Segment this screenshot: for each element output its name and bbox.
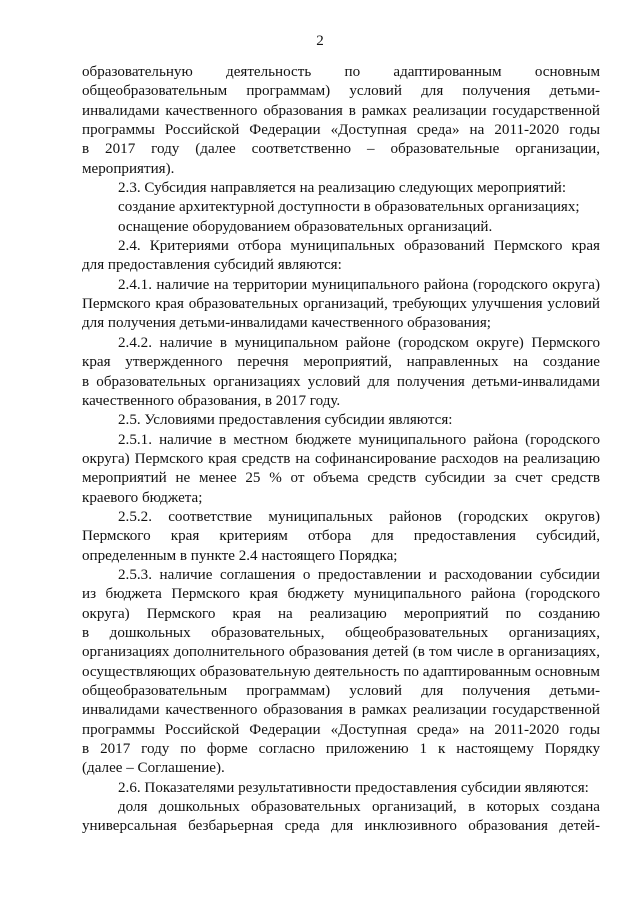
text-line: определенным в пункте 2.4 настоящего Порядка; [82,547,398,564]
text-line: оснащение оборудованием образовательных организаций. [118,218,493,235]
text-line: округа) Пермского края на реализацию мероприятий по созданию [82,605,600,622]
text-line: 2.5.1. наличие в местном бюджете муниципального района (городского [118,431,600,448]
text-line: мероприятия). [82,160,175,177]
text-line: 2.4.1. наличие на территории муниципального района (городского округа) [118,276,600,293]
text-line: качественного образования, в 2017 году. [82,392,341,409]
text-line: 2.5.3. наличие соглашения о предоставлении и расходовании субсидии [118,566,600,583]
text-line: для предоставления субсидий являются: [82,257,342,274]
text-line: (далее – Соглашение). [82,760,225,777]
text-line: программы Российской Федерации «Доступная среда» на 2011-2020 годы [82,122,600,139]
text-line: краевого бюджета; [82,489,203,506]
text-line: общеобразовательным программам) условий для получения детьми- [82,683,600,699]
text-line: мероприятий не менее 25 % от объема средств субсидии за счет средств [82,470,600,487]
text-line: инвалидами качественного образования в рамках реализации государственной [82,702,600,719]
text-line: 2.4. Критериями отбора муниципальных образований Пермского края [118,238,600,255]
text-line: доля дошкольных образовательных организаций, в которых создана [118,799,600,816]
text-line: в 2017 году по форме согласно приложению 1 к настоящему Порядку [82,741,600,758]
text-line: 2.5. Условиями предоставления субсидии являются: [118,412,453,429]
text-line: округа) Пермского края средств на софинансирование расходов на реализацию [82,450,600,467]
text-line: Пермского края образовательных организаций, требующих улучшения условий [82,296,600,313]
text-line: в 2017 году (далее соответственно – образовательные организации, [82,141,600,158]
document-body [82,63,600,837]
text-line: создание архитектурной доступности в образовательных организациях; [118,199,580,216]
text-line: образовательную деятельность по адаптированным основным [82,64,600,80]
text-line: универсальная безбарьерная среда для инклюзивного образования детей- [82,818,600,835]
text-line: для получения детьми-инвалидами качественного образования; [82,315,491,332]
text-line: 2.6. Показателями результативности предоставления субсидии являются: [118,779,589,796]
text-line: инвалидами качественного образования в рамках реализации государственной [82,102,600,119]
text-line: 2.4.2. наличие в муниципальном районе (городском округе) Пермского [118,334,600,351]
text-line: осуществляющих образовательную деятельность по адаптированным основным [82,663,600,680]
text-line: из бюджета Пермского края бюджету муниципального района (городского [82,586,600,603]
text-line: общеобразовательным программам) условий для получения детьми- [82,83,600,100]
text-line: 2.3. Субсидия направляется на реализацию следующих мероприятий: [118,180,567,197]
text-line: Пермского края критериям отбора для предоставления субсидий, [82,528,600,545]
text-line: программы Российской Федерации «Доступная среда» на 2011-2020 годы [82,721,600,738]
text-line: 2.5.2. соответствие муниципальных районов (городских округов) [118,508,600,525]
text-line: организациях дополнительного образования детей (в том числе в организациях, [82,644,600,661]
text-line: в дошкольных образовательных, общеобразовательных организациях, [82,624,600,641]
text-line: в образовательных организациях условий для получения детьми-инвалидами [82,373,600,390]
text-line: края утвержденного перечня мероприятий, направленных на создание [82,354,600,371]
page-number: 2 [316,33,324,49]
